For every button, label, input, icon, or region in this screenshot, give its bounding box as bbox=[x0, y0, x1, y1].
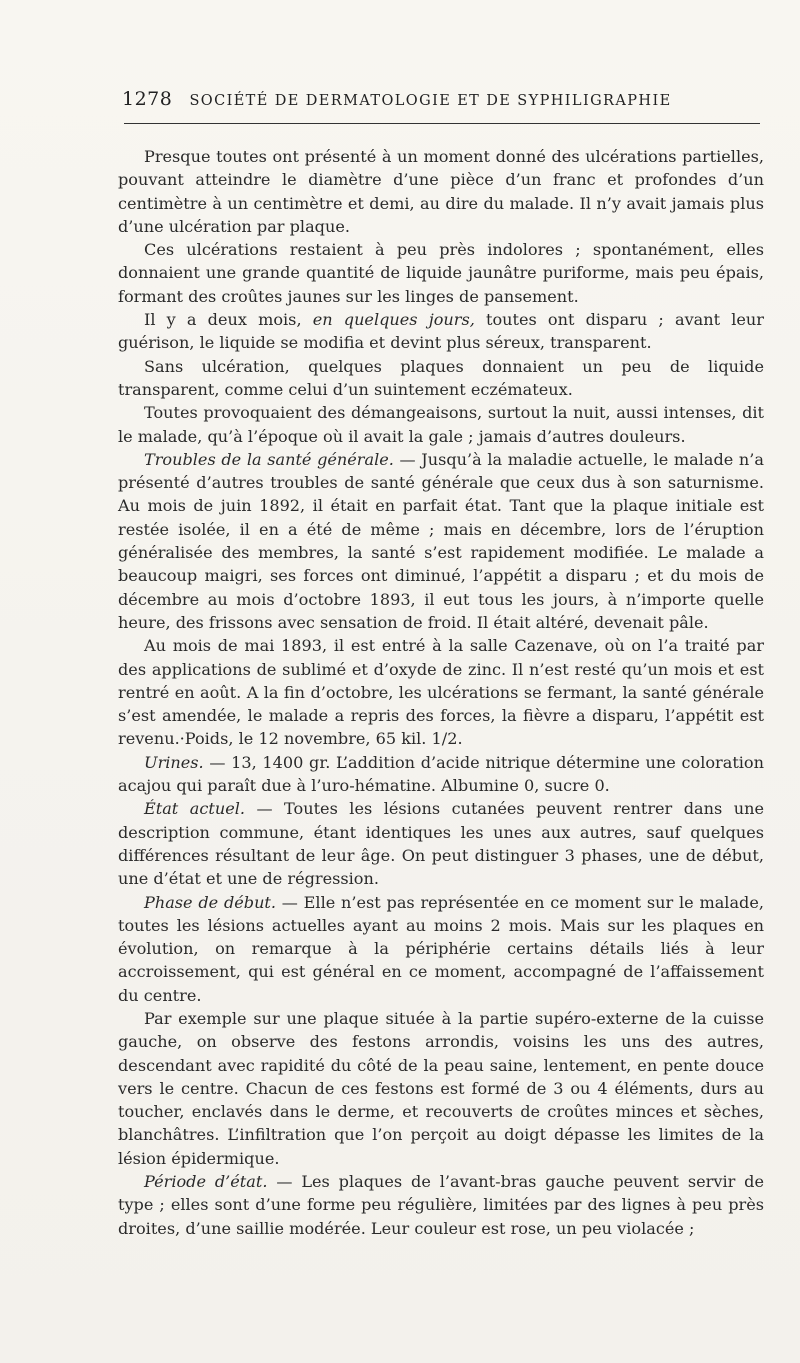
section-heading: Période d’état. bbox=[144, 1172, 268, 1192]
section-heading: Urines. bbox=[144, 752, 204, 772]
paragraph bbox=[118, 797, 764, 890]
paragraph bbox=[118, 1007, 764, 1170]
running-header bbox=[122, 88, 762, 110]
paragraph-text: Presque toutes ont présenté à un moment donné des ulcérations partielles, pouvant atteindre le diamètre d’une pièce d’un franc et profondes d’un centimètre à un centimètre et demi, au dire du malade. Il n’y avait jamais plus d’une ulcération par plaque. bbox=[118, 147, 764, 236]
paragraph-text: — Les plaques de l’avant-bras gauche peuvent servir de type ; elles sont d’une forme peu régulière, limitées par des lignes à peu près droites, d’une saillie modérée. Leur couleur est rose, un peu violacée ; bbox=[118, 1172, 764, 1238]
body-text bbox=[118, 145, 764, 1240]
paragraph-text: Sans ulcération, quelques plaques donnaient un peu de liquide transparent, comme celui d’un suintement eczémateux. bbox=[118, 356, 764, 399]
paragraph-text: — Elle n’est pas représentée en ce moment sur le malade, toutes les lésions actuelles ayant au moins 2 mois. Mais sur les plaques en évolution, on remarque à la périphérie certains détails liés à leur accroissement, qui est général en ce moment, accompagné de l’affaissement du centre. bbox=[118, 892, 764, 1005]
running-title: SOCIÉTÉ DE DERMATOLOGIE ET DE SYPHILIGRAPHIE bbox=[189, 93, 672, 109]
paragraph-text: — 13, 1400 gr. L’addition d’acide nitrique détermine une coloration acajou qui paraît due à l’uro-hématine. Albumine 0, sucre 0. bbox=[118, 752, 764, 796]
paragraph-text: Il y a deux mois, bbox=[144, 310, 313, 330]
paragraph bbox=[118, 891, 764, 1007]
paragraph bbox=[118, 634, 764, 750]
italic-phrase: en quelques jours, bbox=[312, 310, 475, 330]
paragraph bbox=[118, 355, 764, 402]
paragraph bbox=[118, 145, 764, 238]
paragraph-text: Ces ulcérations restaient à peu près indolores ; spontanément, elles donnaient une grande quantité de liquide jaunâtre puriforme, mais peu épais, formant des croûtes jaunes sur les linges de pansement. bbox=[118, 240, 764, 306]
paragraph bbox=[118, 448, 764, 634]
paragraph bbox=[118, 238, 764, 308]
paragraph-text: — Jusqu’à la maladie actuelle, le malade n’a présenté d’autres troubles de santé générale que ceux dus à son saturnisme. Au mois de juin 1892, il était en parfait état. Tant que la plaque initiale est restée isolée, il en a été de même ; mais en décembre, lors de l’éruption généralisée des membres, la santé s’est rapidement modifiée. Le malade a beaucoup maigri, ses forces ont diminué, l’appétit a disparu ; et du mois de décembre au mois d’octobre 1893, il eut tous les jours, à n’importe quelle heure, des frissons avec sensation de froid. Il était altéré, devenait pâle. bbox=[118, 449, 765, 632]
section-heading: Troubles de la santé générale. bbox=[144, 449, 394, 469]
page-number: 1278 bbox=[122, 88, 173, 110]
paragraph-text: — Toutes les lésions cutanées peuvent rentrer dans une description commune, étant identiques les unes aux autres, sauf quelques différences résultant de leur âge. On peut distinguer 3 phases, une de début, une d’état et une de régression. bbox=[118, 799, 764, 889]
paragraph bbox=[118, 751, 764, 798]
paragraph-text: toutes ont disparu ; avant leur guérison, le liquide se modifia et devint plus séreux, transparent. bbox=[118, 310, 764, 353]
paragraph-text: Au mois de mai 1893, il est entré à la salle Cazenave, où on l’a traité par des applications de sublimé et d’oxyde de zinc. Il n’est resté qu’un mois et est rentré en août. A la fin d’octobre, les ulcérations se fermant, la santé générale s’est amendée, le malade a repris des forces, la fièvre a disparu, l’appétit est revenu.·Poids, le 12 novembre, 65 kil. 1/2. bbox=[118, 636, 764, 749]
section-heading: Phase de début. bbox=[144, 892, 277, 912]
paragraph-text: Par exemple sur une plaque située à la partie supéro-externe de la cuisse gauche, on observe des festons arrondis, voisins les uns des autres, descendant avec rapidité du côté de la peau saine, lentement, en pente douce vers le centre. Chacun de ces festons est formé de 3 ou 4 éléments, durs au toucher, enclavés dans le derme, et recouverts de croûtes minces et sèches, blanchâtres. L’infiltration que l’on perçoit au doigt dépasse les limites de la lésion épidermique. bbox=[118, 1008, 764, 1168]
paragraph bbox=[118, 1170, 764, 1240]
header-rule bbox=[124, 123, 760, 124]
section-heading: État actuel. bbox=[144, 799, 245, 819]
paragraph-text: Toutes provoquaient des démangeaisons, surtout la nuit, aussi intenses, dit le malade, qu’à l’époque où il avait la gale ; jamais d’autres douleurs. bbox=[118, 403, 764, 446]
paragraph bbox=[118, 401, 764, 448]
paragraph bbox=[118, 308, 764, 355]
